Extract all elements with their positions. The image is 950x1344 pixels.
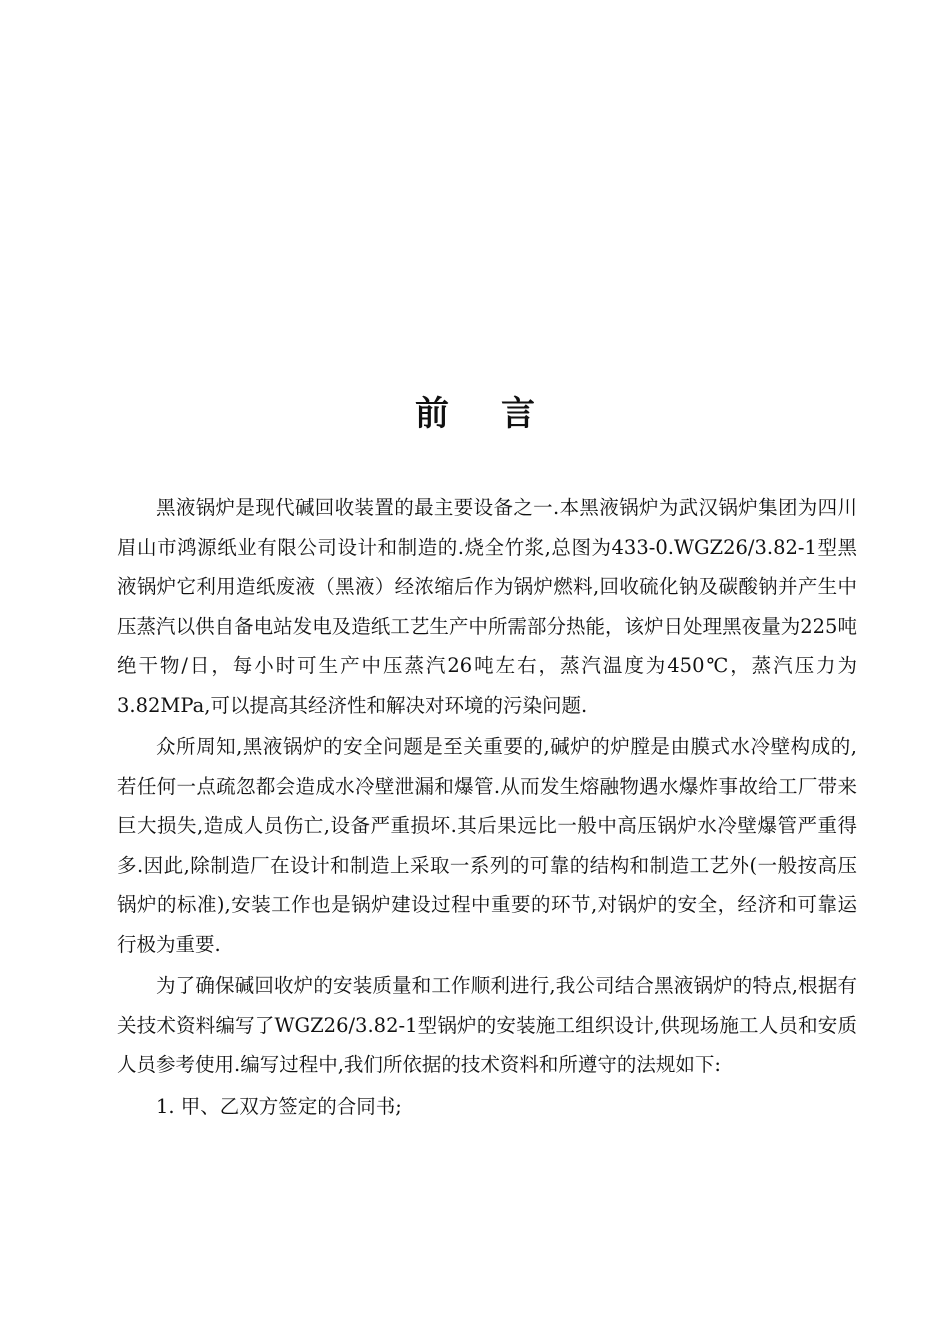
paragraph-safety: 众所周知,黑液锅炉的安全问题是至关重要的,碱炉的炉膛是由膜式水冷壁构成的,若任何一点疏忽都会造成水冷壁泄漏和爆管.从而发生熔融物遇水爆炸事故给工厂带来巨大损失,造成人员伤亡,设备严重损坏.其后果远比一般中高压锅炉水冷壁爆管严重得多.因此,除制造厂在设计和制造上采取一系列的可靠的结构和制造工艺外(一般按高压锅炉的标准),安装工作也是锅炉建设过程中重要的环节,对锅炉的安全，经济和可靠运行极为重要.: [117, 735, 857, 956]
paragraph-references: 为了确保碱回收炉的安装质量和工作顺利进行,我公司结合黑液锅炉的特点,根据有关技术资料编写了WGZ26/3.82-1型锅炉的安装施工组织设计,供现场施工人员和安质人员参考使用.编写过程中,我们所依据的技术资料和所遵守的法规如下:: [117, 974, 857, 1076]
document-body: [117, 488, 857, 1128]
paragraph-intro: 黑液锅炉是现代碱回收装置的最主要设备之一.本黑液锅炉为武汉锅炉集团为四川眉山市鸿源纸业有限公司设计和制造的.烧全竹浆,总图为433-0.WGZ26/3.82-1型黑液锅炉它利用造纸废液（黑液）经浓缩后作为锅炉燃料,回收硫化钠及碳酸钠并产生中压蒸汽以供自备电站发电及造纸工艺生产中所需部分热能，该炉日处理黑夜量为225吨绝干物/日，每小时可生产中压蒸汽26吨左右，蒸汽温度为450℃，蒸汽压力为3.82MPa,可以提高其经济性和解决对环境的污染问题.: [117, 496, 857, 717]
page-title: 前言: [415, 394, 587, 434]
list-item: 1. 甲、乙双方签定的合同书;: [156, 1094, 402, 1118]
